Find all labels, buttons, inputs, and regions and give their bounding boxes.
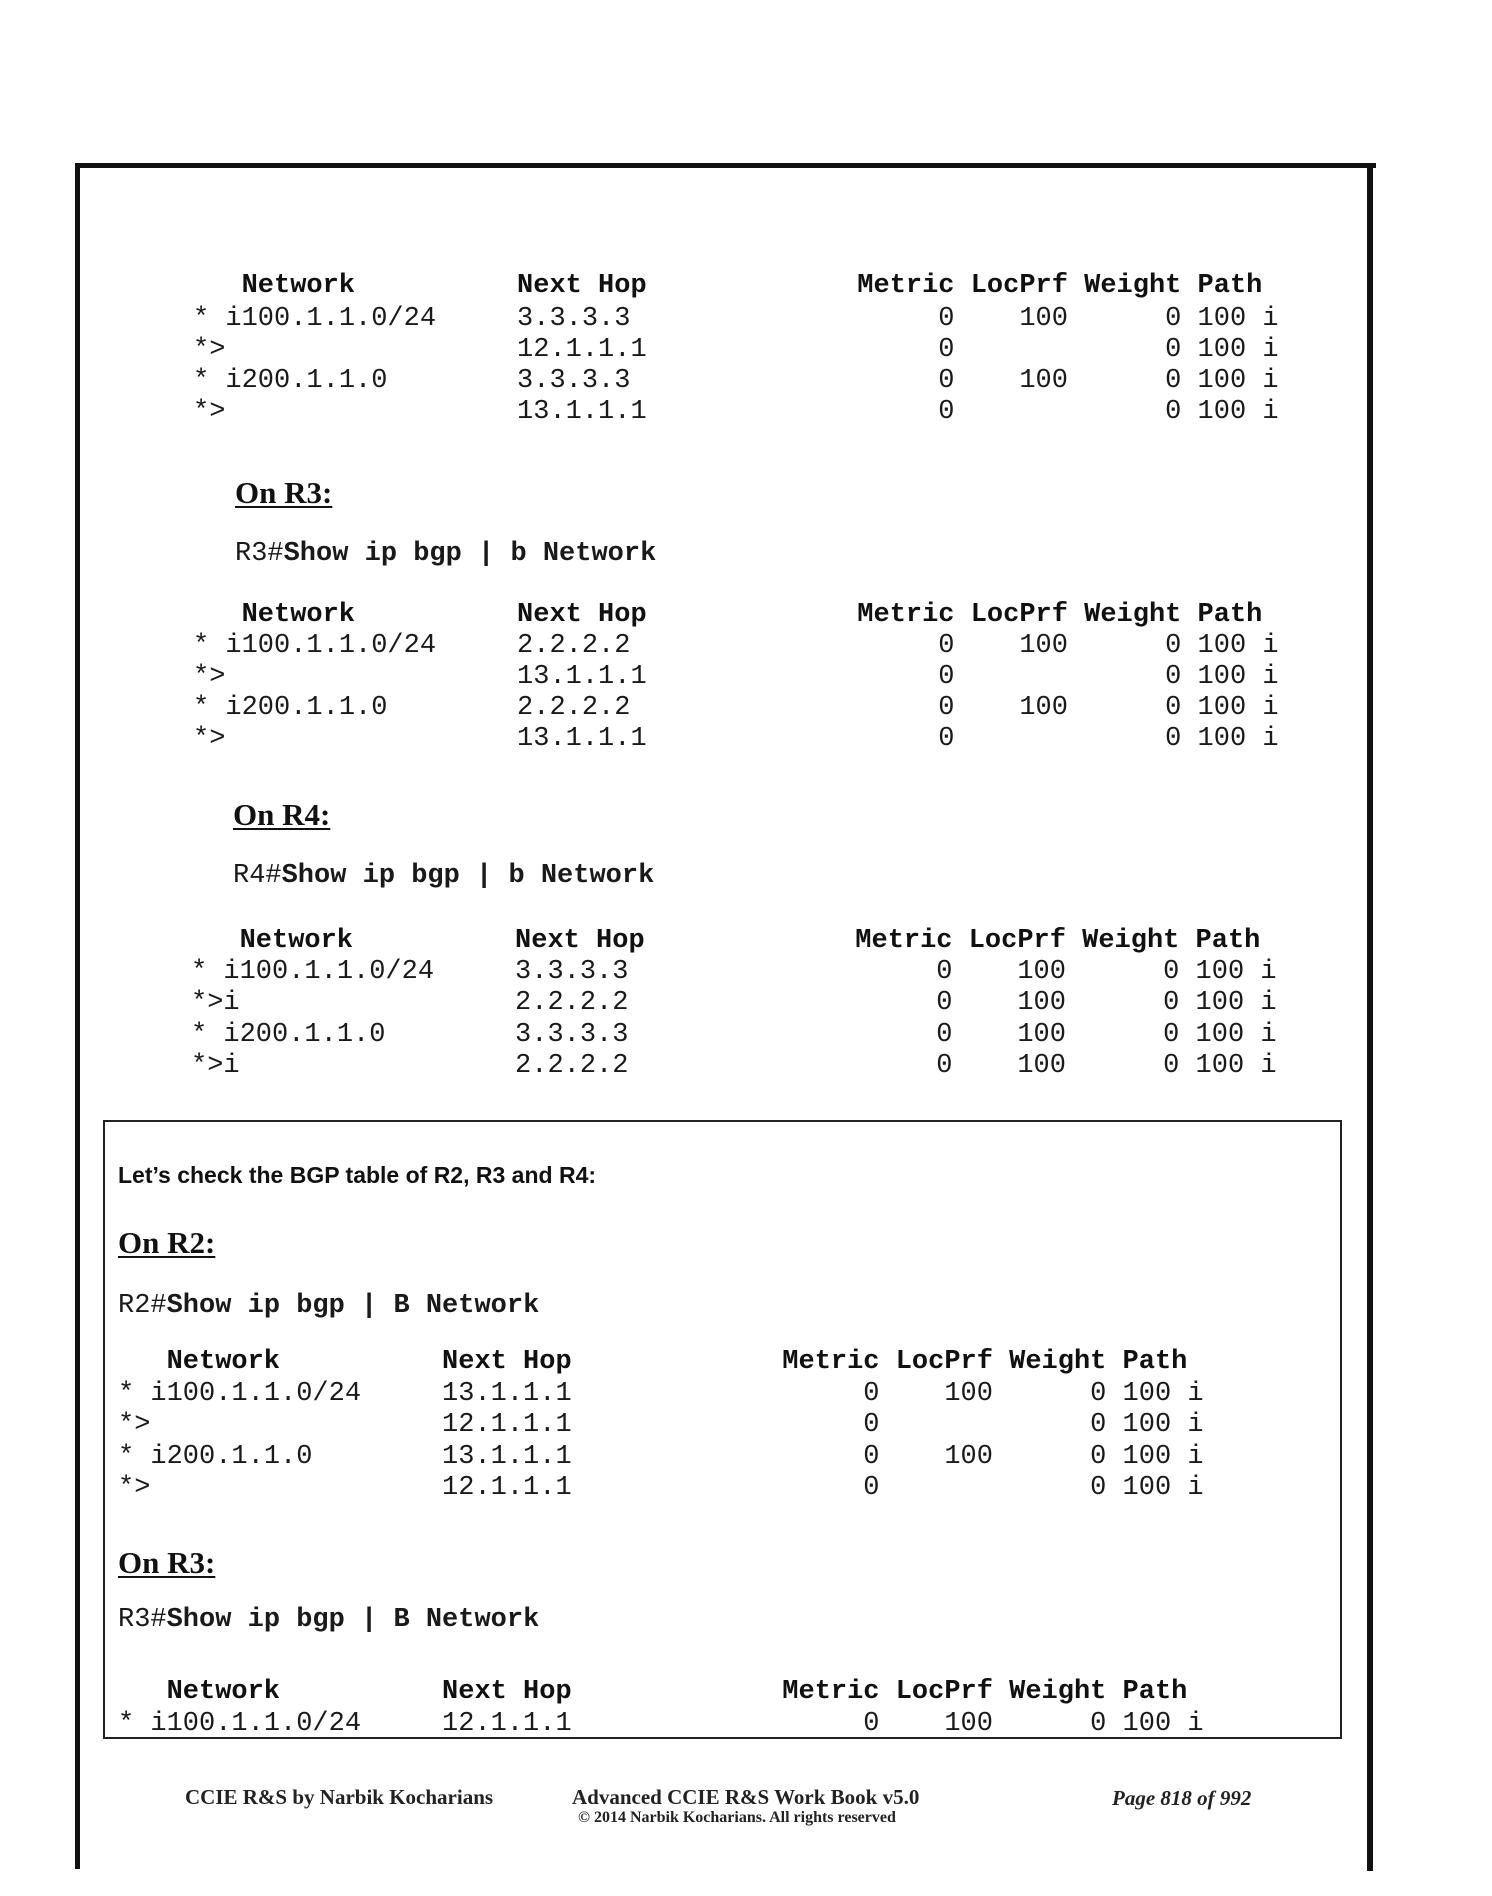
row-next-hop: 13.1.1.1 bbox=[517, 724, 647, 754]
row-next-hop: 3.3.3.3 bbox=[517, 304, 631, 334]
column-header-next-hop: Next Hop bbox=[442, 1677, 572, 1707]
page-frame-top-border bbox=[76, 163, 1376, 168]
column-header-next-hop: Next Hop bbox=[517, 600, 647, 630]
table-row bbox=[118, 1709, 1204, 1740]
row-attributes: 0 100 0 100 i bbox=[857, 366, 1279, 396]
row-network: * i100.1.1.0/24 bbox=[118, 1379, 362, 1409]
row-next-hop: 3.3.3.3 bbox=[515, 1020, 629, 1050]
table-row bbox=[191, 988, 1277, 1019]
row-network: * i200.1.1.0 bbox=[118, 1442, 313, 1472]
row-network: * i200.1.1.0 bbox=[191, 1020, 386, 1050]
cli-command-text: Show ip bgp | B Network bbox=[166, 1605, 540, 1635]
row-next-hop: 12.1.1.1 bbox=[442, 1473, 572, 1503]
row-next-hop: 13.1.1.1 bbox=[442, 1442, 572, 1472]
table-row bbox=[118, 1442, 1204, 1473]
row-network: * i100.1.1.0/24 bbox=[193, 631, 437, 661]
cli-command-text: Show ip bgp | b Network bbox=[283, 539, 657, 569]
row-attributes: 0 100 0 100 i bbox=[857, 693, 1279, 723]
table-header-row bbox=[118, 1677, 1188, 1708]
row-network: *> bbox=[118, 1473, 151, 1503]
footer-copyright: © 2014 Narbik Kocharians. All rights reserved bbox=[578, 1809, 896, 1826]
column-header-attributes: Metric LocPrf Weight Path bbox=[855, 926, 1261, 956]
section-heading: On R3: bbox=[118, 1545, 216, 1580]
cli-command bbox=[118, 1291, 539, 1322]
section-heading: On R4: bbox=[233, 797, 331, 832]
row-next-hop: 13.1.1.1 bbox=[442, 1379, 572, 1409]
column-header-attributes: Metric LocPrf Weight Path bbox=[782, 1677, 1188, 1707]
row-network: *> bbox=[193, 724, 226, 754]
cli-prompt: R2# bbox=[118, 1291, 167, 1321]
row-attributes: 0 100 0 100 i bbox=[855, 957, 1277, 987]
cli-prompt: R4# bbox=[233, 861, 282, 891]
row-attributes: 0 0 100 i bbox=[857, 335, 1279, 365]
row-network: * i100.1.1.0/24 bbox=[191, 957, 435, 987]
row-attributes: 0 100 0 100 i bbox=[855, 988, 1277, 1018]
row-attributes: 0 0 100 i bbox=[782, 1473, 1204, 1503]
table-row bbox=[118, 1379, 1204, 1410]
column-header-network: Network bbox=[239, 926, 354, 956]
intro-text: Let’s check the BGP table of R2, R3 and R4: bbox=[118, 1162, 597, 1188]
row-next-hop: 12.1.1.1 bbox=[517, 335, 647, 365]
page-frame-left-border bbox=[75, 163, 80, 1869]
row-attributes: 0 0 100 i bbox=[782, 1410, 1204, 1440]
table-row bbox=[193, 631, 1279, 662]
cli-command bbox=[233, 861, 654, 892]
row-next-hop: 3.3.3.3 bbox=[515, 957, 629, 987]
table-row bbox=[118, 1410, 1204, 1441]
row-next-hop: 2.2.2.2 bbox=[515, 988, 629, 1018]
column-header-next-hop: Next Hop bbox=[517, 271, 647, 301]
row-attributes: 0 100 0 100 i bbox=[782, 1379, 1204, 1409]
table-row bbox=[191, 1051, 1277, 1082]
cli-prompt: R3# bbox=[235, 539, 284, 569]
cli-command bbox=[118, 1605, 539, 1636]
cli-command bbox=[235, 539, 656, 570]
row-attributes: 0 0 100 i bbox=[857, 397, 1279, 427]
row-attributes: 0 0 100 i bbox=[857, 662, 1279, 692]
row-attributes: 0 100 0 100 i bbox=[855, 1020, 1277, 1050]
table-row bbox=[193, 335, 1279, 366]
row-attributes: 0 100 0 100 i bbox=[782, 1709, 1204, 1739]
row-next-hop: 13.1.1.1 bbox=[517, 662, 647, 692]
footer-page-number: Page 818 of 992 bbox=[1112, 1786, 1252, 1810]
page-frame-right-border bbox=[1367, 163, 1373, 1871]
table-row bbox=[191, 957, 1277, 988]
table-row bbox=[193, 304, 1279, 335]
column-header-network: Network bbox=[166, 1347, 281, 1377]
row-network: * i100.1.1.0/24 bbox=[118, 1709, 362, 1739]
row-attributes: 0 100 0 100 i bbox=[857, 304, 1279, 334]
row-next-hop: 2.2.2.2 bbox=[517, 631, 631, 661]
table-row bbox=[118, 1473, 1204, 1504]
column-header-attributes: Metric LocPrf Weight Path bbox=[857, 600, 1263, 630]
row-next-hop: 13.1.1.1 bbox=[517, 397, 647, 427]
row-next-hop: 12.1.1.1 bbox=[442, 1709, 572, 1739]
row-network: *> bbox=[193, 335, 226, 365]
table-row bbox=[193, 397, 1279, 428]
cli-command-text: Show ip bgp | B Network bbox=[166, 1291, 540, 1321]
row-attributes: 0 100 0 100 i bbox=[857, 631, 1279, 661]
table-row bbox=[193, 662, 1279, 693]
row-next-hop: 2.2.2.2 bbox=[517, 693, 631, 723]
table-row bbox=[193, 724, 1279, 755]
row-network: *> bbox=[193, 397, 226, 427]
row-next-hop: 3.3.3.3 bbox=[517, 366, 631, 396]
table-header-row bbox=[191, 926, 1261, 957]
column-header-next-hop: Next Hop bbox=[442, 1347, 572, 1377]
row-network: *> bbox=[193, 662, 226, 692]
column-header-network: Network bbox=[166, 1677, 281, 1707]
table-row bbox=[193, 693, 1279, 724]
section-heading: On R3: bbox=[235, 475, 333, 510]
row-network: *>i bbox=[191, 1051, 240, 1081]
row-network: * i200.1.1.0 bbox=[193, 366, 388, 396]
table-header-row bbox=[118, 1347, 1188, 1378]
row-next-hop: 12.1.1.1 bbox=[442, 1410, 572, 1440]
column-header-attributes: Metric LocPrf Weight Path bbox=[782, 1347, 1188, 1377]
row-network: * i100.1.1.0/24 bbox=[193, 304, 437, 334]
table-row bbox=[191, 1020, 1277, 1051]
column-header-network: Network bbox=[241, 600, 356, 630]
row-network: *> bbox=[118, 1410, 151, 1440]
table-row bbox=[193, 366, 1279, 397]
section-heading: On R2: bbox=[118, 1225, 216, 1260]
footer-author: CCIE R&S by Narbik Kocharians bbox=[185, 1785, 494, 1809]
footer-book-title: Advanced CCIE R&S Work Book v5.0 bbox=[572, 1785, 920, 1809]
row-network: * i200.1.1.0 bbox=[193, 693, 388, 723]
table-header-row bbox=[193, 271, 1263, 302]
cli-command-text: Show ip bgp | b Network bbox=[281, 861, 655, 891]
row-attributes: 0 0 100 i bbox=[857, 724, 1279, 754]
column-header-next-hop: Next Hop bbox=[515, 926, 645, 956]
row-network: *>i bbox=[191, 988, 240, 1018]
row-next-hop: 2.2.2.2 bbox=[515, 1051, 629, 1081]
row-attributes: 0 100 0 100 i bbox=[855, 1051, 1277, 1081]
table-header-row bbox=[193, 600, 1263, 631]
column-header-attributes: Metric LocPrf Weight Path bbox=[857, 271, 1263, 301]
row-attributes: 0 100 0 100 i bbox=[782, 1442, 1204, 1472]
cli-prompt: R3# bbox=[118, 1605, 167, 1635]
column-header-network: Network bbox=[241, 271, 356, 301]
